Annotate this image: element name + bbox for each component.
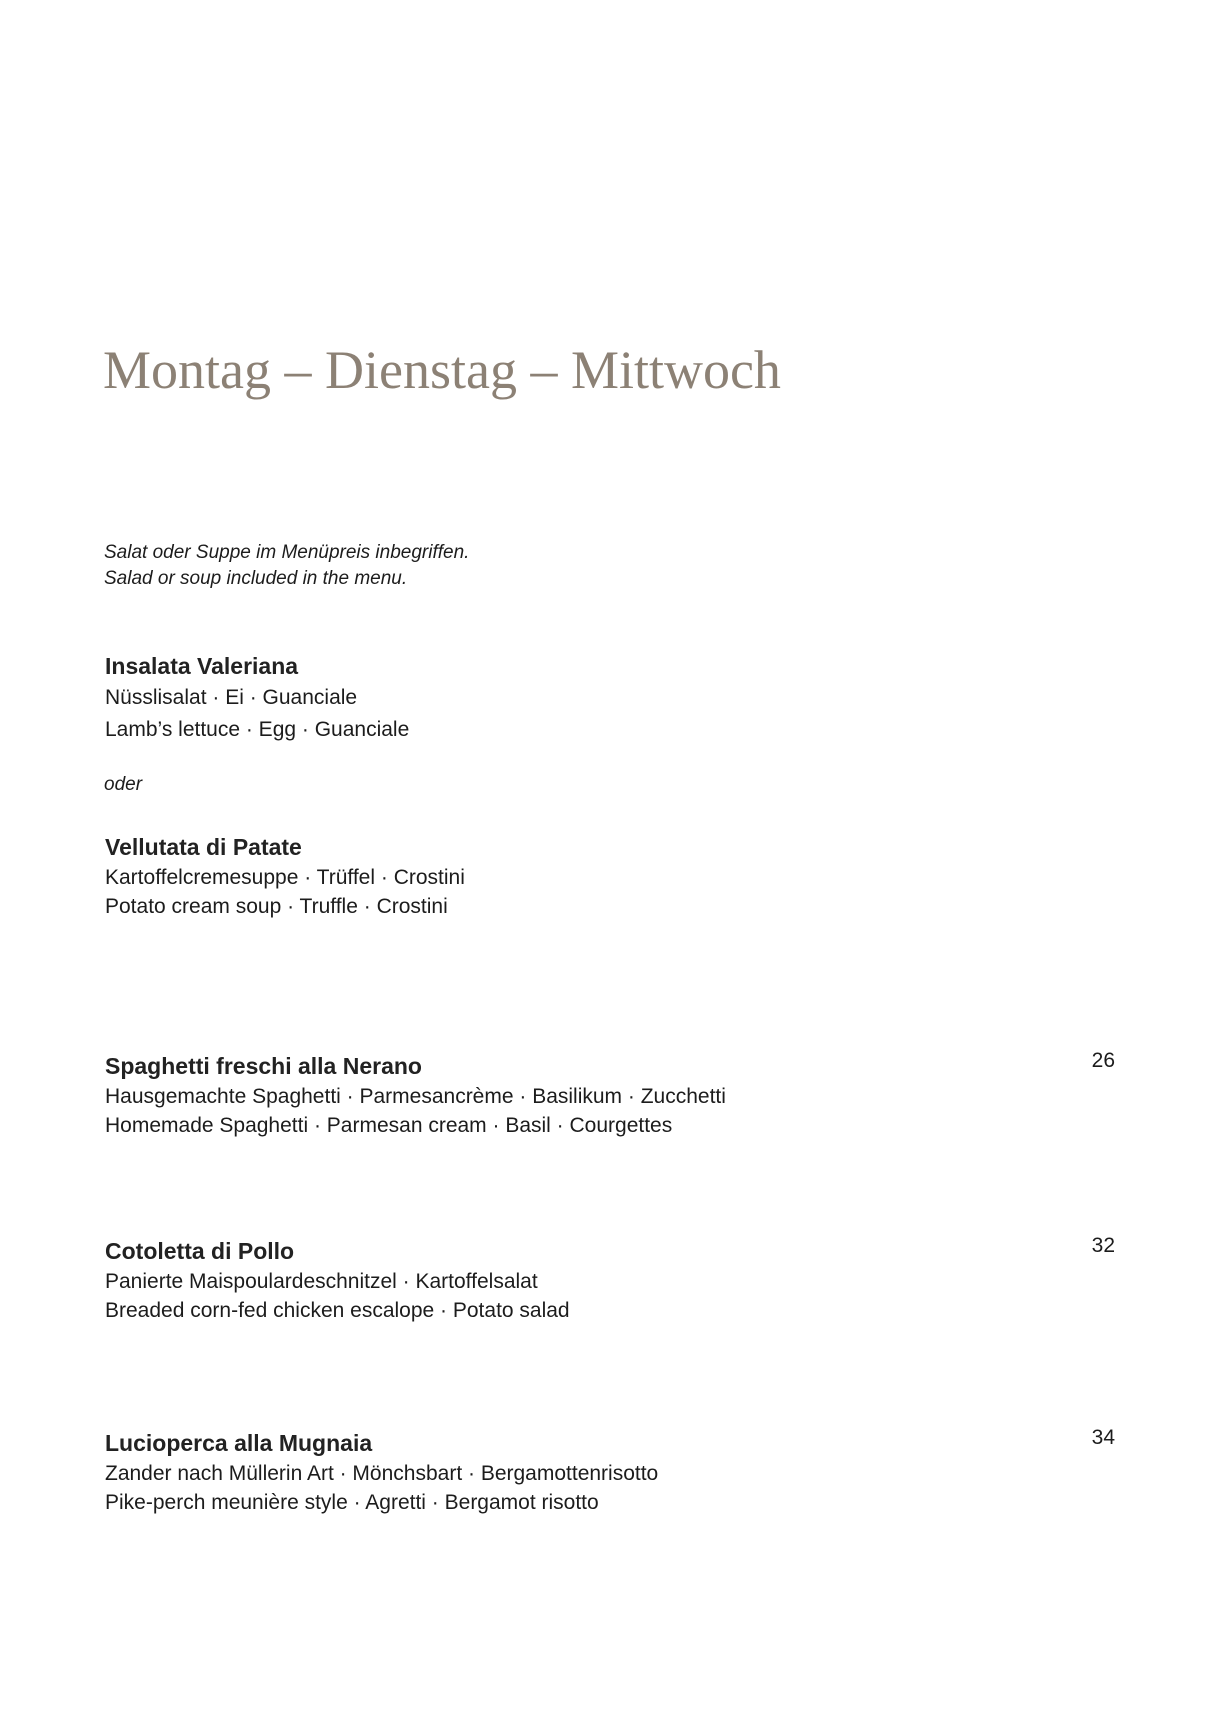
dish-description-german: Zander nach Müllerin Art · Mönchsbart · Bergamottenrisotto: [105, 1462, 659, 1485]
dish-name: Spaghetti freschi alla Nerano: [105, 1053, 422, 1079]
dish-name: Insalata Valeriana: [105, 653, 299, 679]
dish-price: 34: [1091, 1426, 1115, 1449]
dish-name: Vellutata di Patate: [105, 834, 302, 860]
dish-description-english: Pike-perch meunière style · Agretti · Bergamot risotto: [105, 1491, 599, 1514]
main-spaghetti-nerano: [105, 1050, 1115, 1140]
dish-description-german: Nüsslisalat · Ei · Guanciale: [105, 686, 358, 709]
note-english: Salad or soup included in the menu.: [104, 568, 408, 589]
dish-price: 26: [1091, 1049, 1115, 1072]
or-separator: oder: [104, 774, 143, 795]
dish-description-german: Kartoffelcremesuppe · Trüffel · Crostini: [105, 866, 465, 889]
main-cotoletta-di-pollo: [105, 1235, 1115, 1325]
dish-description-english: Breaded corn-fed chicken escalope · Potato salad: [105, 1299, 570, 1322]
page-title: Montag – Dienstag – Mittwoch: [103, 340, 781, 400]
menu-price-note: [104, 540, 469, 592]
dish-name: Lucioperca alla Mugnaia: [105, 1430, 373, 1456]
dish-name: Cotoletta di Pollo: [105, 1238, 295, 1264]
dish-description-english: Lamb’s lettuce · Egg · Guanciale: [105, 718, 410, 741]
dish-description-german: Panierte Maispoulardeschnitzel · Kartoffelsalat: [105, 1270, 538, 1293]
main-lucioperca-mugnaia: [105, 1427, 1115, 1517]
dish-description-english: Potato cream soup · Truffle · Crostini: [105, 895, 448, 918]
dish-description-english: Homemade Spaghetti · Parmesan cream · Basil · Courgettes: [105, 1114, 673, 1137]
dish-description-german: Hausgemachte Spaghetti · Parmesancrème · Basilikum · Zucchetti: [105, 1085, 726, 1108]
dish-price: 32: [1091, 1234, 1115, 1257]
starter-vellutata-di-patate: [105, 831, 1115, 921]
note-german: Salat oder Suppe im Menüpreis inbegriffen.: [104, 542, 470, 563]
starter-insalata-valeriana: [105, 650, 1115, 746]
